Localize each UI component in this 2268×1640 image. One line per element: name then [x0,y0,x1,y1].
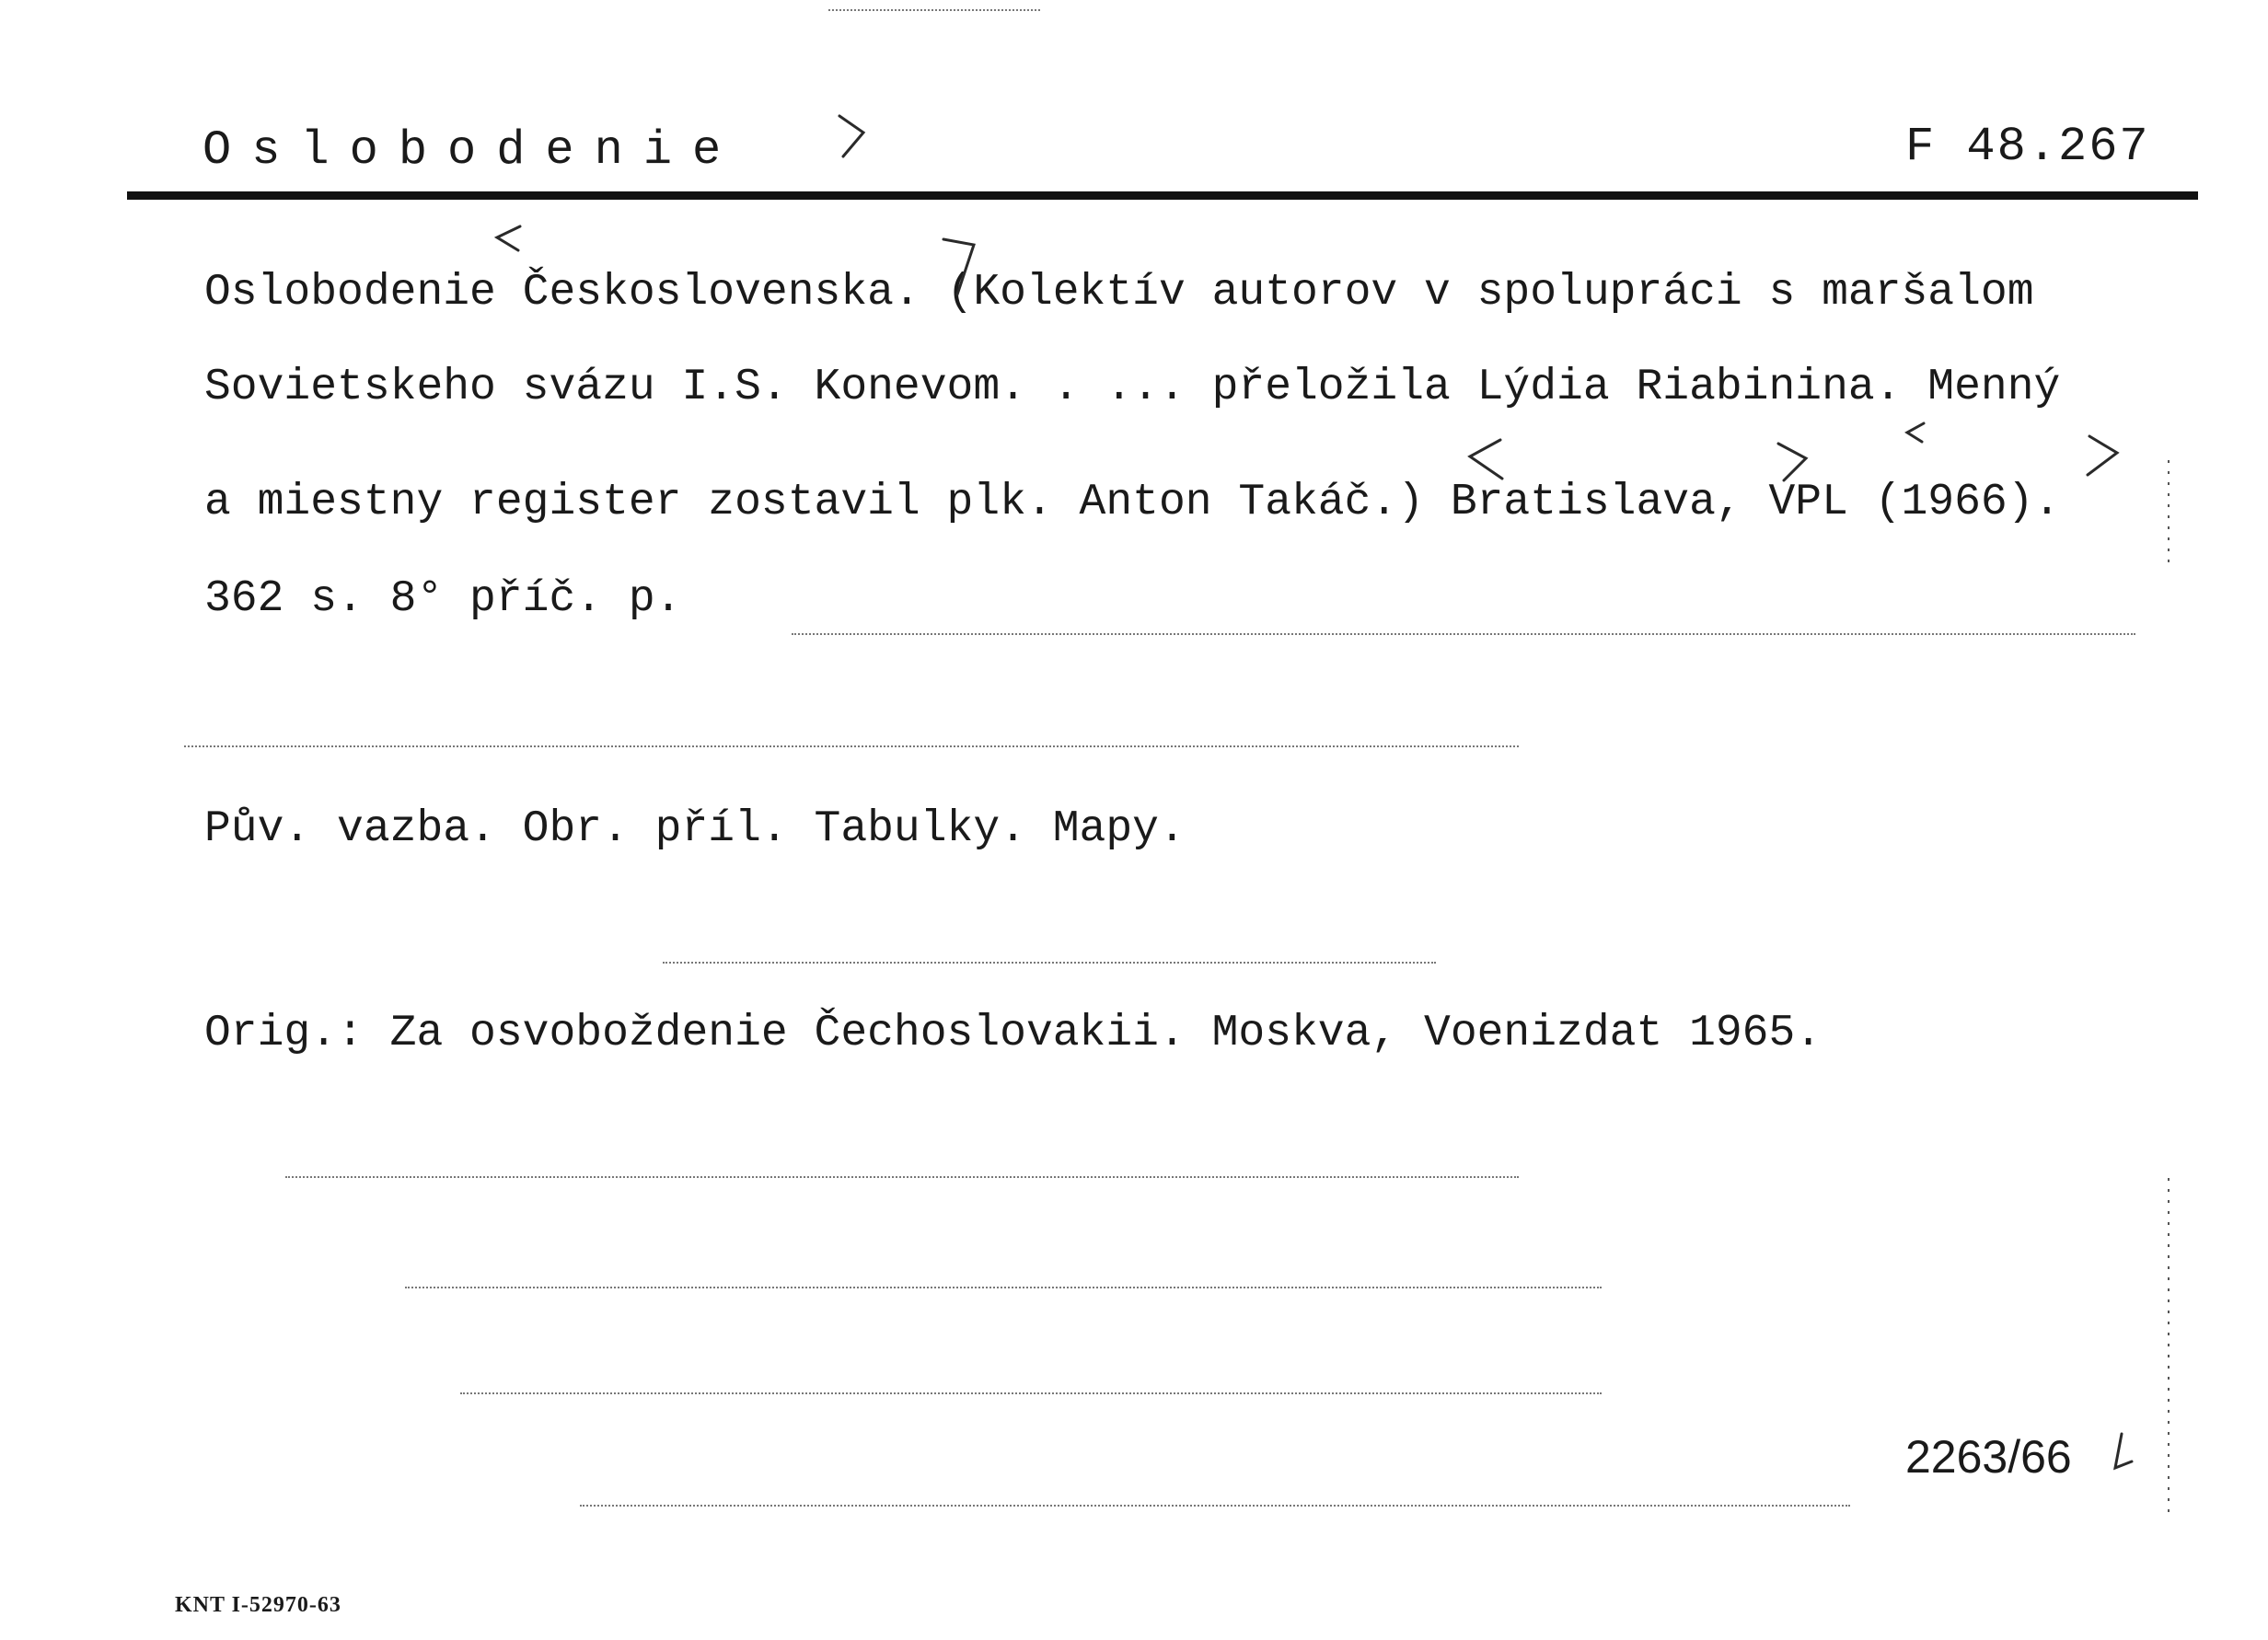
angle-bracket-mark [1470,440,1502,479]
original-title-line: Orig.: Za osvoboždenie Čechoslovakii. Moskva, Voenizdat 1965. [204,1009,1822,1058]
angle-bracket-mark [497,226,520,250]
angle-bracket-mark [1907,423,1924,442]
entry-line-1: Oslobodenie Československa. (Kolektív autorov v spolupráci s maršalom [204,268,2034,318]
check-mark [2115,1434,2132,1468]
angle-bracket-mark [839,116,863,156]
entry-line-4: 362 s. 8° příč. p. [204,574,682,624]
angle-bracket-mark [1778,444,1806,480]
entry-line-3: a miestny register zostavil plk. Anton Takáč.) Bratislava, VPL (1966). [204,478,2061,527]
printer-code: KNT I-52970-63 [175,1593,341,1617]
notes-line: Pův. vazba. Obr. příl. Tabulky. Mapy. [204,804,1186,854]
angle-bracket-mark [2088,436,2117,475]
card-heading: Oslobodenie [202,123,742,178]
accession-number: 2263/66 [1905,1431,2072,1483]
angle-bracket-mark [943,239,974,295]
entry-line-2: Sovietskeho svázu I.S. Konevom. . ... přeložila Lýdia Riabinina. Menný [204,363,2061,412]
call-number: F 48.267 [1905,120,2150,174]
